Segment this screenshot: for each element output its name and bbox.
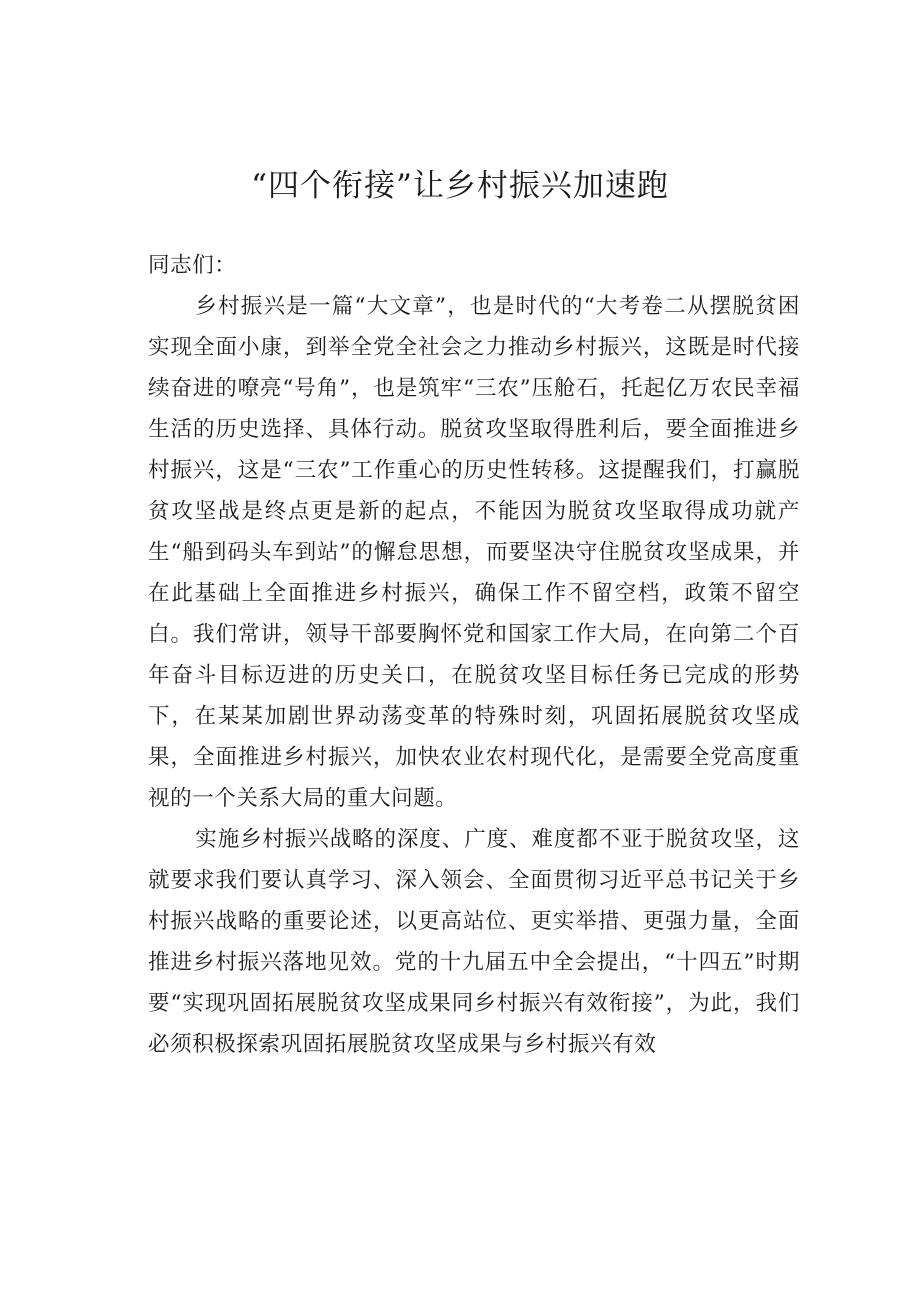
- paragraph-2: 实施乡村振兴战略的深度、广度、难度都不亚于脱贫攻坚，这就要求我们要认真学习、深入领会、全面贯彻习近平总书记关于乡村振兴战略的重要论述，以更高站位、更实举措、更强力量，全面推进乡村振兴落地见效。党的十九届五中全会提出，“十四五”时期要“实现巩固拓展脱贫攻坚成果同乡村振兴有效衔接”，为此，我们必须积极探索巩固拓展脱贫攻坚成果与乡村振兴有效: [148, 827, 800, 1057]
- salutation: 同志们：: [148, 253, 237, 278]
- paragraph-1: 乡村振兴是一篇“大文章”，也是时代的“大考卷二从摆脱贫困实现全面小康，到举全党全社会之力推动乡村振兴，这既是时代接续奋进的嘹亮“号角”，也是筑牢“三农”压舱石，托起亿万农民幸福生活的历史选择、具体行动。脱贫攻坚取得胜利后，要全面推进乡村振兴，这是“三农”工作重心的历史性转移。这提醒我们，打赢脱贫攻坚战是终点更是新的起点，不能因为脱贫攻坚取得成功就产生“船到码头车到站”的懈怠思想，而要坚决守住脱贫攻坚成果，并在此基础上全面推进乡村振兴，确保工作不留空档，政策不留空白。我们常讲，领导干部要胸怀党和国家工作大局，在向第二个百年奋斗目标迈进的历史关口，在脱贫攻坚目标任务已完成的形势下，在某某加剧世界动荡变革的特殊时刻，巩固拓展脱贫攻坚成果，全面推进乡村振兴，加快农业农村现代化，是需要全党高度重视的一个关系大局的重大问题。: [148, 294, 800, 811]
- document-body: [148, 245, 800, 1065]
- document-title: “四个衔接”让乡村振兴加速跑: [251, 168, 669, 204]
